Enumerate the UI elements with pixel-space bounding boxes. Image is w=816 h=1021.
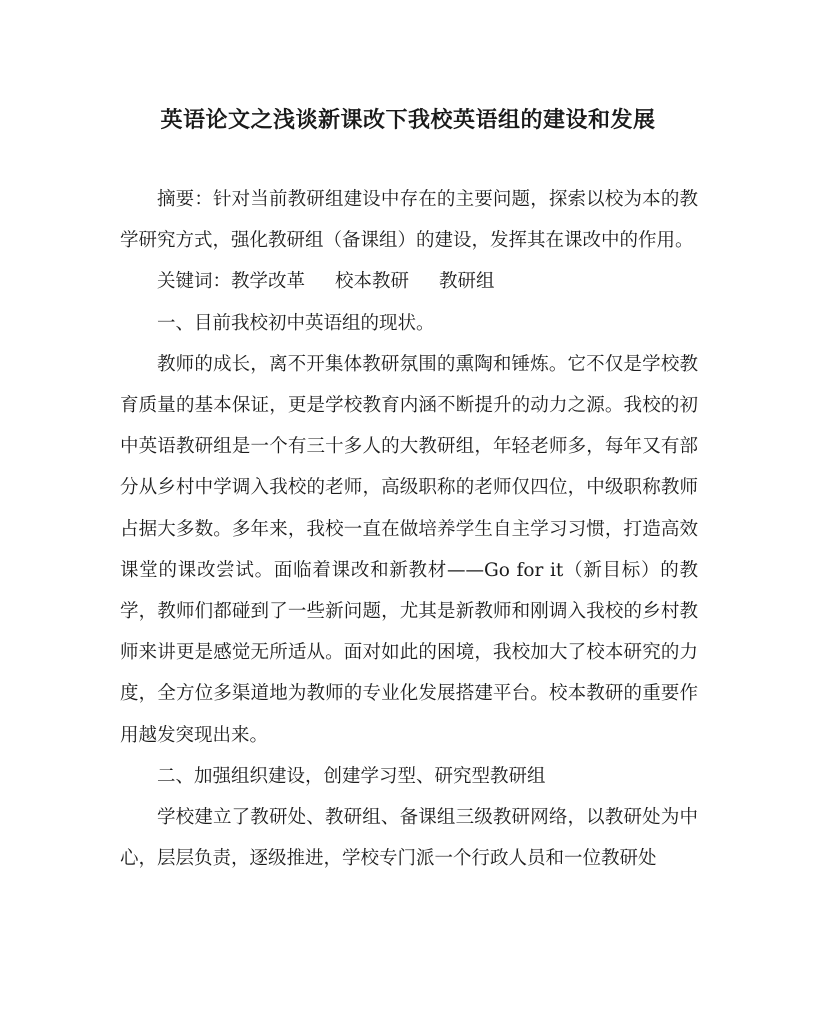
section-heading-2: 二、加强组织建设，创建学习型、研究型教研组 (157, 765, 546, 787)
document-title: 英语论文之浅谈新课改下我校英语组的建设和发展 (160, 107, 656, 133)
keywords-label: 关键词： (157, 271, 232, 293)
section-heading-1: 一、目前我校初中英语组的现状。 (157, 312, 435, 334)
section-1-paragraph: 教师的成长，离不开集体教研氛围的熏陶和锤炼。它不仅是学校教育质量的基本保证，更是学校教育内涵不断提升的动力之源。我校的初中英语教研组是一个有三十多人的大教研组，年轻老师多，每年又有部分从乡村中学调入我校的老师，高级职称的老师仅四位，中级职称教师占据大多数。多年来，我校一直在做培养学生自主学习习惯，打造高效课堂的课改尝试。面临着课改和新教材——Go for it（新目标）的教学，教师们都碰到了一些新问题，尤其是新教师和刚调入我校的乡村教师来讲更是感觉无所适从。面对如此的困境，我校加大了校本研究的力度，全方位多渠道地为教师的专业化发展搭建平台。校本教研的重要作用越发突现出来。 (120, 353, 698, 746)
keyword-item: 教研组 (439, 271, 495, 293)
keyword-item: 校本教研 (335, 271, 410, 293)
document-body (120, 179, 698, 879)
section-2-paragraph: 学校建立了教研处、教研组、备课组三级教研网络，以教研处为中心，层层负责，逐级推进，学校专门派一个行政人员和一位教研处 (120, 807, 698, 870)
keywords-line (120, 261, 698, 302)
keyword-item: 教学改革 (231, 271, 306, 293)
abstract-paragraph: 摘要：针对当前教研组建设中存在的主要问题，探索以校为本的教学研究方式，强化教研组（备课组）的建设，发挥其在课改中的作用。 (120, 189, 698, 252)
